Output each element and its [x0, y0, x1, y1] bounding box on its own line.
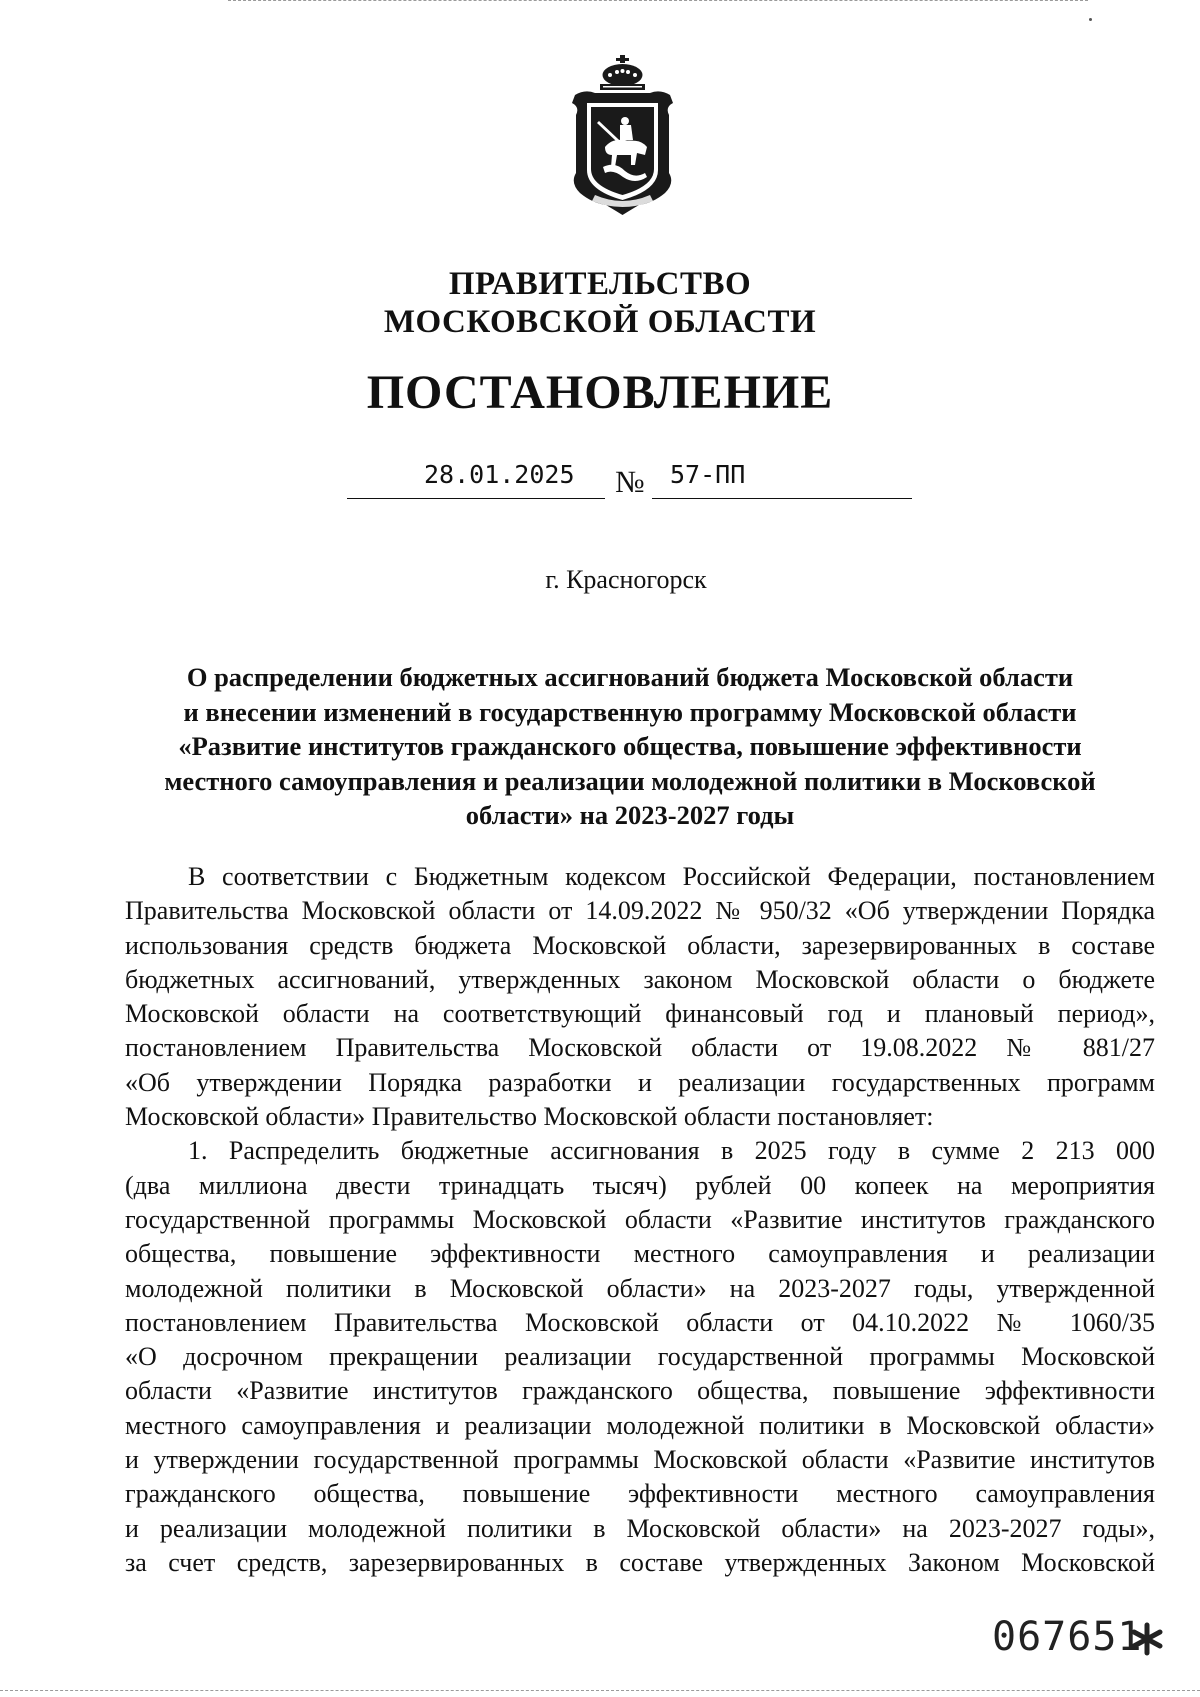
- decree-title-line: и внесении изменений в государственную программу Московской области: [183, 696, 1077, 727]
- body-line: государственной программы Московской области «Развитие институтов гражданского: [125, 1204, 1155, 1234]
- decree-title: [125, 660, 1135, 833]
- decree-title-line: О распределении бюджетных ассигнований бюджета Московской области: [186, 662, 1074, 692]
- body-line: за счет средств, зарезервированных в составе утвержденных Законом Московской: [125, 1547, 1155, 1577]
- decree-date: 28.01.2025: [424, 460, 575, 489]
- body-line: молодежной политики в Московской области» на 2023-2027 годы, утвержденной: [125, 1273, 1155, 1303]
- top-scan-edge: [228, 0, 1088, 1]
- body-line: «О досрочном прекращении реализации государственной программы Московской: [125, 1342, 1155, 1372]
- decree-number: 57-ПП: [670, 460, 746, 489]
- decree-title-line: «Развитие институтов гражданского общества, повышение эффективности: [178, 731, 1082, 761]
- body-line: постановлением Правительства Московской области от 04.10.2022 № 1060/35: [125, 1307, 1155, 1337]
- government-name-line2: МОСКОВСКОЙ ОБЛАСТИ: [383, 304, 817, 340]
- asterisk-icon: [1130, 1622, 1164, 1656]
- body-line: использования средств бюджета Московской области, зарезервированных в составе: [125, 930, 1155, 960]
- bottom-scan-edge: [0, 1690, 1200, 1691]
- body-line: В соответствии с Бюджетным кодексом Российской Федерации, постановлением: [188, 862, 1155, 891]
- decree-title-line: местного самоуправления и реализации молодежной политики в Московской: [164, 765, 1096, 796]
- issue-city: г. Красногорск: [545, 565, 707, 594]
- body-line: бюджетных ассигнований, утвержденных законом Московской области о бюджете: [125, 964, 1155, 994]
- moscow-oblast-coat-of-arms-icon: [565, 55, 680, 215]
- document-serial-number: 067651: [992, 1614, 1143, 1660]
- scan-dot-mark: [1089, 18, 1092, 21]
- body-line: Правительства Московской области от 14.09.2022 № 950/32 «Об утверждении Порядка: [125, 896, 1155, 926]
- body-line: Московской области на соответствующий финансовый год и плановый период»,: [125, 999, 1155, 1029]
- document-type-title: ПОСТАНОВЛЕНИЕ: [366, 366, 834, 419]
- date-underline: [347, 498, 605, 499]
- decree-title-line: области» на 2023-2027 годы: [465, 800, 795, 830]
- decree-date-number-row: [0, 460, 1200, 506]
- body-line: и утверждении государственной программы Московской области «Развитие институтов: [125, 1445, 1155, 1475]
- body-line: местного самоуправления и реализации молодежной политики в Московской области»: [125, 1410, 1155, 1440]
- body-line: «Об утверждении Порядка разработки и реализации государственных программ: [125, 1067, 1155, 1097]
- body-line: постановлением Правительства Московской области от 19.08.2022 № 881/27: [125, 1033, 1155, 1063]
- number-sign: №: [615, 464, 645, 499]
- number-underline: [652, 498, 912, 499]
- body-line: общества, повышение эффективности местного самоуправления и реализации: [125, 1239, 1155, 1269]
- body-line: Московской области» Правительство Московской области постановляет:: [125, 1102, 934, 1132]
- body-line: 1. Распределить бюджетные ассигнования в 2025 году в сумме 2 213 000: [188, 1136, 1155, 1166]
- body-line: и реализации молодежной политики в Московской области» на 2023-2027 годы»,: [125, 1513, 1155, 1543]
- government-name-line1: ПРАВИТЕЛЬСТВО: [448, 266, 752, 302]
- body-line: (два миллиона двести тринадцать тысяч) рублей 00 копеек на мероприятия: [125, 1170, 1155, 1200]
- decree-body: [125, 860, 1155, 1580]
- body-line: гражданского общества, повышение эффективности местного самоуправления: [125, 1479, 1155, 1509]
- body-line: области «Развитие институтов гражданского общества, повышение эффективности: [125, 1376, 1155, 1406]
